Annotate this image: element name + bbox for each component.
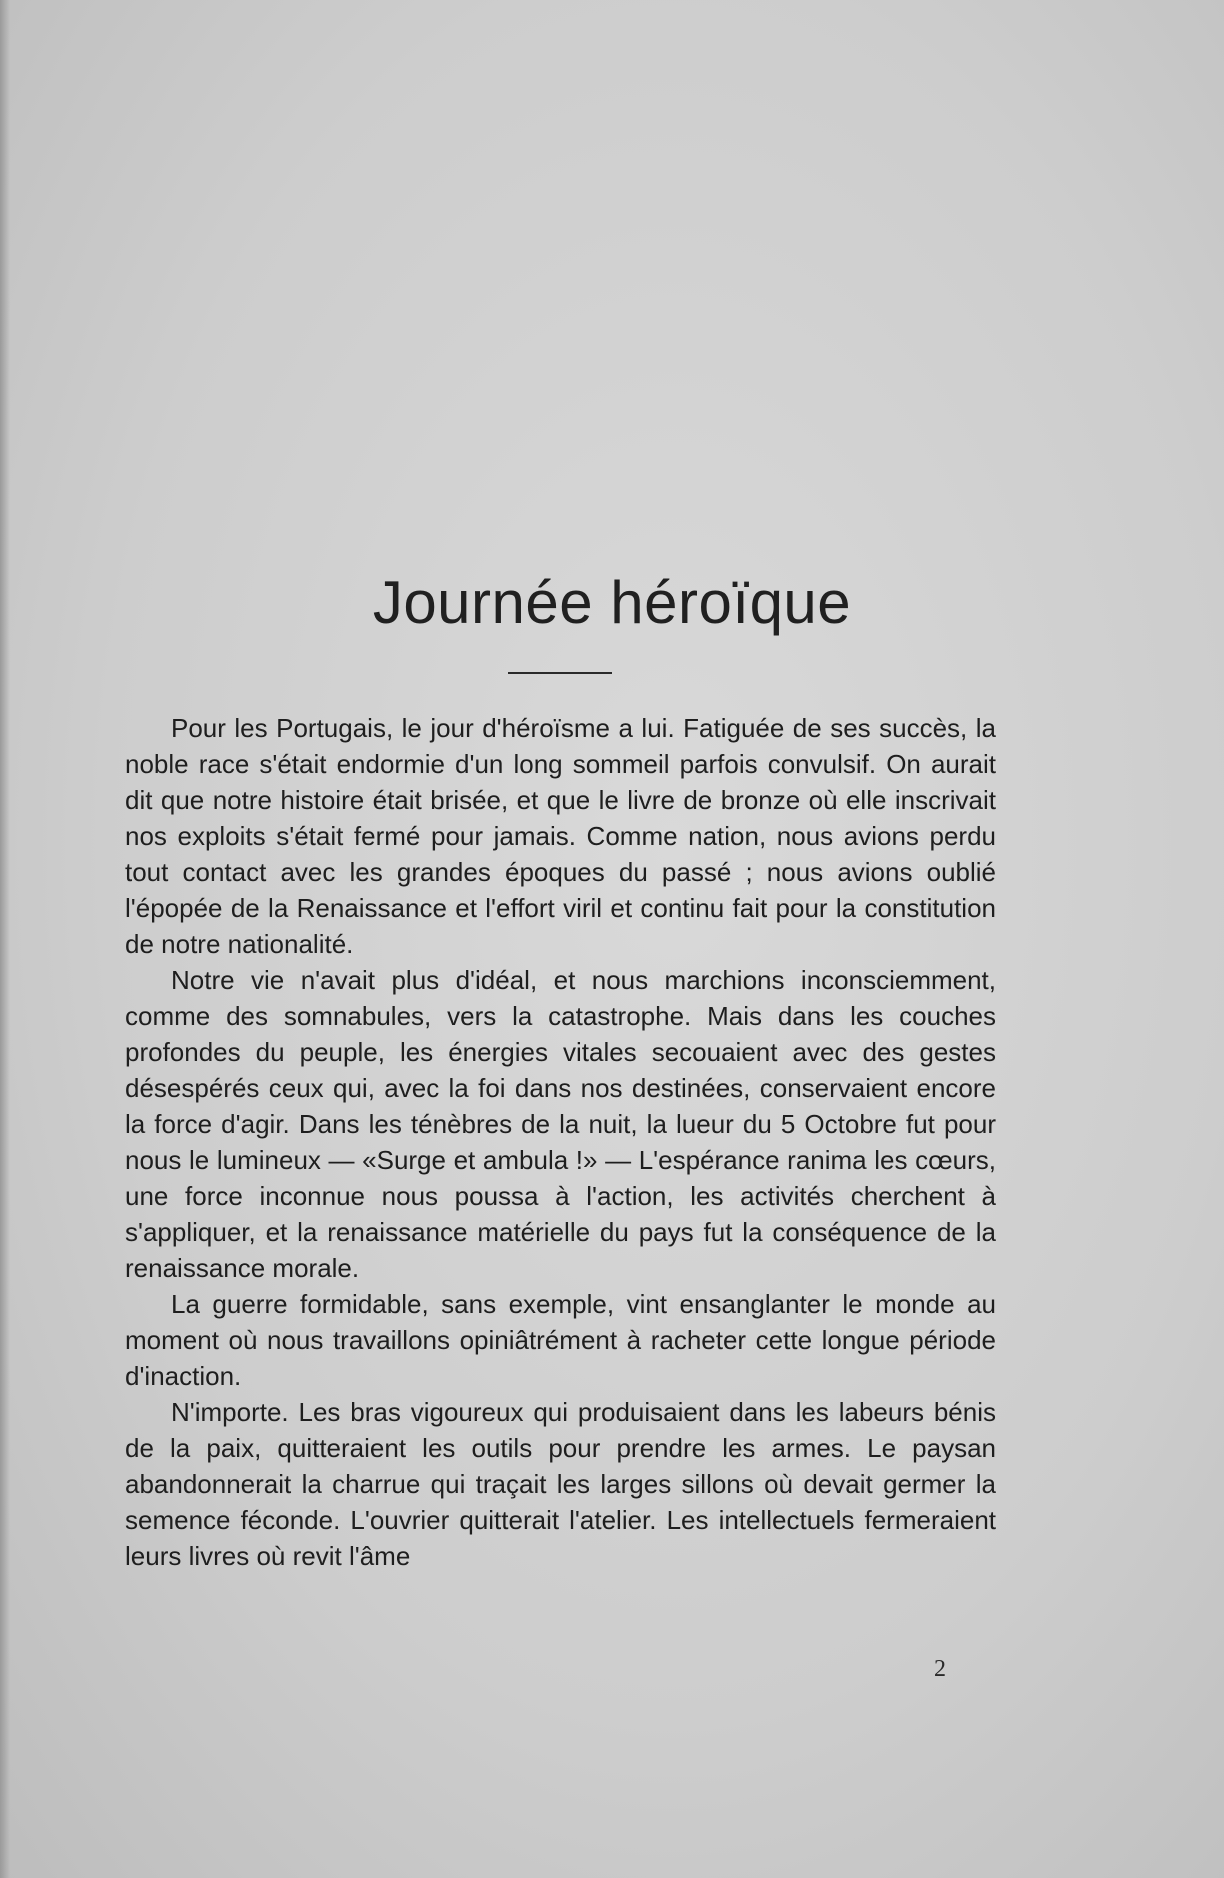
page-number: 2 bbox=[934, 1656, 946, 1682]
paragraph-4: N'importe. Les bras vigoureux qui produisaient dans les labeurs bénis de la paix, quitteraient les outils pour prendre les armes. Le paysan abandonnerait la charrue qui traçait les larges sillons où devait germer la semence féconde. L'ouvrier quitterait l'atelier. Les intellectuels fermeraient leurs livres où revit l'âme bbox=[125, 1397, 996, 1571]
body-text bbox=[125, 710, 996, 1574]
title-divider bbox=[508, 672, 612, 674]
paragraph-3: La guerre formidable, sans exemple, vint ensanglanter le monde au moment où nous travaillons opiniâtrément à racheter cette longue période d'inaction. bbox=[125, 1289, 996, 1391]
paragraph-2: Notre vie n'avait plus d'idéal, et nous marchions inconsciemment, comme des somnabules, vers la catastrophe. Mais dans les couches profondes du peuple, les énergies vitales secouaient avec des gestes désespérés ceux qui, avec la foi dans nos destinées, conservaient encore la force d'agir. Dans les ténèbres de la nuit, la lueur du 5 Octobre fut pour nous le lumineux — «Surge et ambula !» — L'espérance ranima les cœurs, une force inconnue nous poussa à l'action, les activités cherchent à s'appliquer, et la renaissance matérielle du pays fut la conséquence de la renaissance morale. bbox=[125, 965, 996, 1283]
paragraph-1: Pour les Portugais, le jour d'héroïsme a lui. Fatiguée de ses succès, la noble race s'était endormie d'un long sommeil parfois convulsif. On aurait dit que notre histoire était brisée, et que le livre de bronze où elle inscrivait nos exploits s'était fermé pour jamais. Comme nation, nous avions perdu tout contact avec les grandes époques du passé ; nous avions oublié l'épopée de la Renaissance et l'effort viril et continu fait pour la constitution de notre nationalité. bbox=[125, 713, 996, 959]
chapter-title: Journée héroïque bbox=[372, 569, 852, 636]
page-edge-shadow bbox=[0, 0, 10, 1878]
